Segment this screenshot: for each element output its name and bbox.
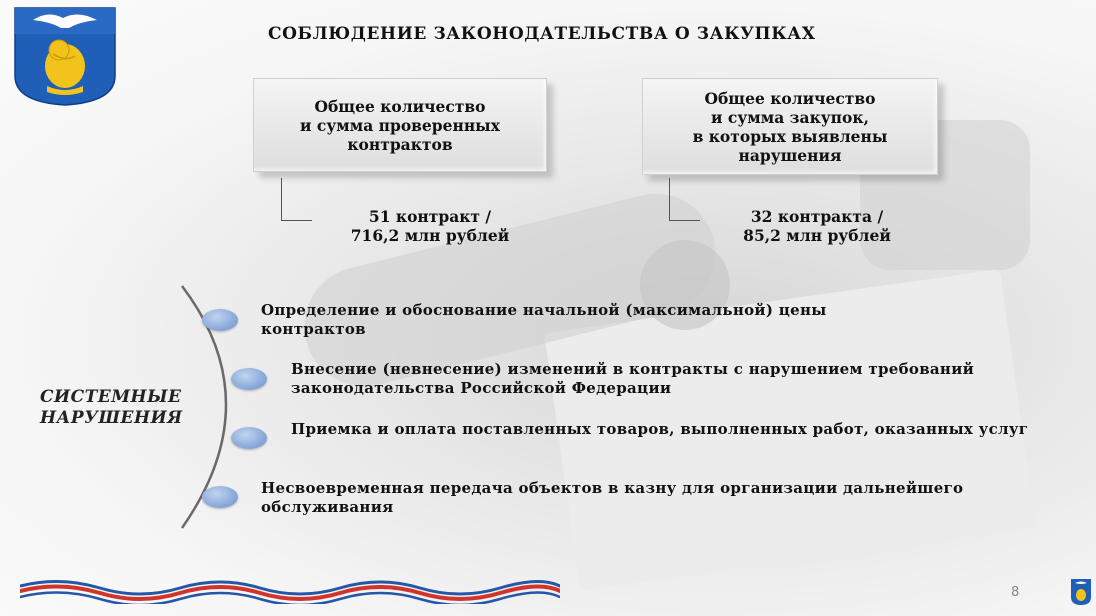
violation-item: Приемка и оплата поставленных товаров, выполненных работ, оказанных услуг <box>291 420 1029 438</box>
coat-of-arms-icon <box>13 6 117 106</box>
coat-of-arms-icon <box>1070 578 1092 606</box>
page-number: 8 <box>1011 585 1020 600</box>
violations-purchases-value: 32 контракта / 85,2 млн рублей <box>743 207 891 245</box>
violation-item: Несвоевременная передача объектов в казну для организации дальнейшего обслуживания <box>261 479 964 516</box>
checked-contracts-box <box>253 78 547 172</box>
connector-line <box>281 178 312 221</box>
violations-purchases-box <box>642 78 938 175</box>
systemic-violations-heading: СИСТЕМНЫЕ НАРУШЕНИЯ <box>40 387 183 428</box>
bullet-dot <box>231 427 267 449</box>
violation-item: Определение и обоснование начальной (максимальной) цены контрактов <box>261 301 827 338</box>
bullet-dot <box>231 368 267 390</box>
page-title: СОБЛЮДЕНИЕ ЗАКОНОДАТЕЛЬСТВА О ЗАКУПКАХ <box>268 24 816 44</box>
tricolor-ribbon <box>20 574 560 604</box>
connector-line <box>669 178 700 221</box>
violations-purchases-label: Общее количество и сумма закупок, в которых выявлены нарушения <box>692 88 888 165</box>
bullet-dot <box>202 486 238 508</box>
checked-contracts-value: 51 контракт / 716,2 млн рублей <box>350 207 510 245</box>
violation-item: Внесение (невнесение) изменений в контракты с нарушением требований законодательства Российской Федерации <box>291 360 975 397</box>
checked-contracts-label: Общее количество и сумма проверенных контрактов <box>300 96 500 154</box>
bullet-dot <box>202 309 238 331</box>
